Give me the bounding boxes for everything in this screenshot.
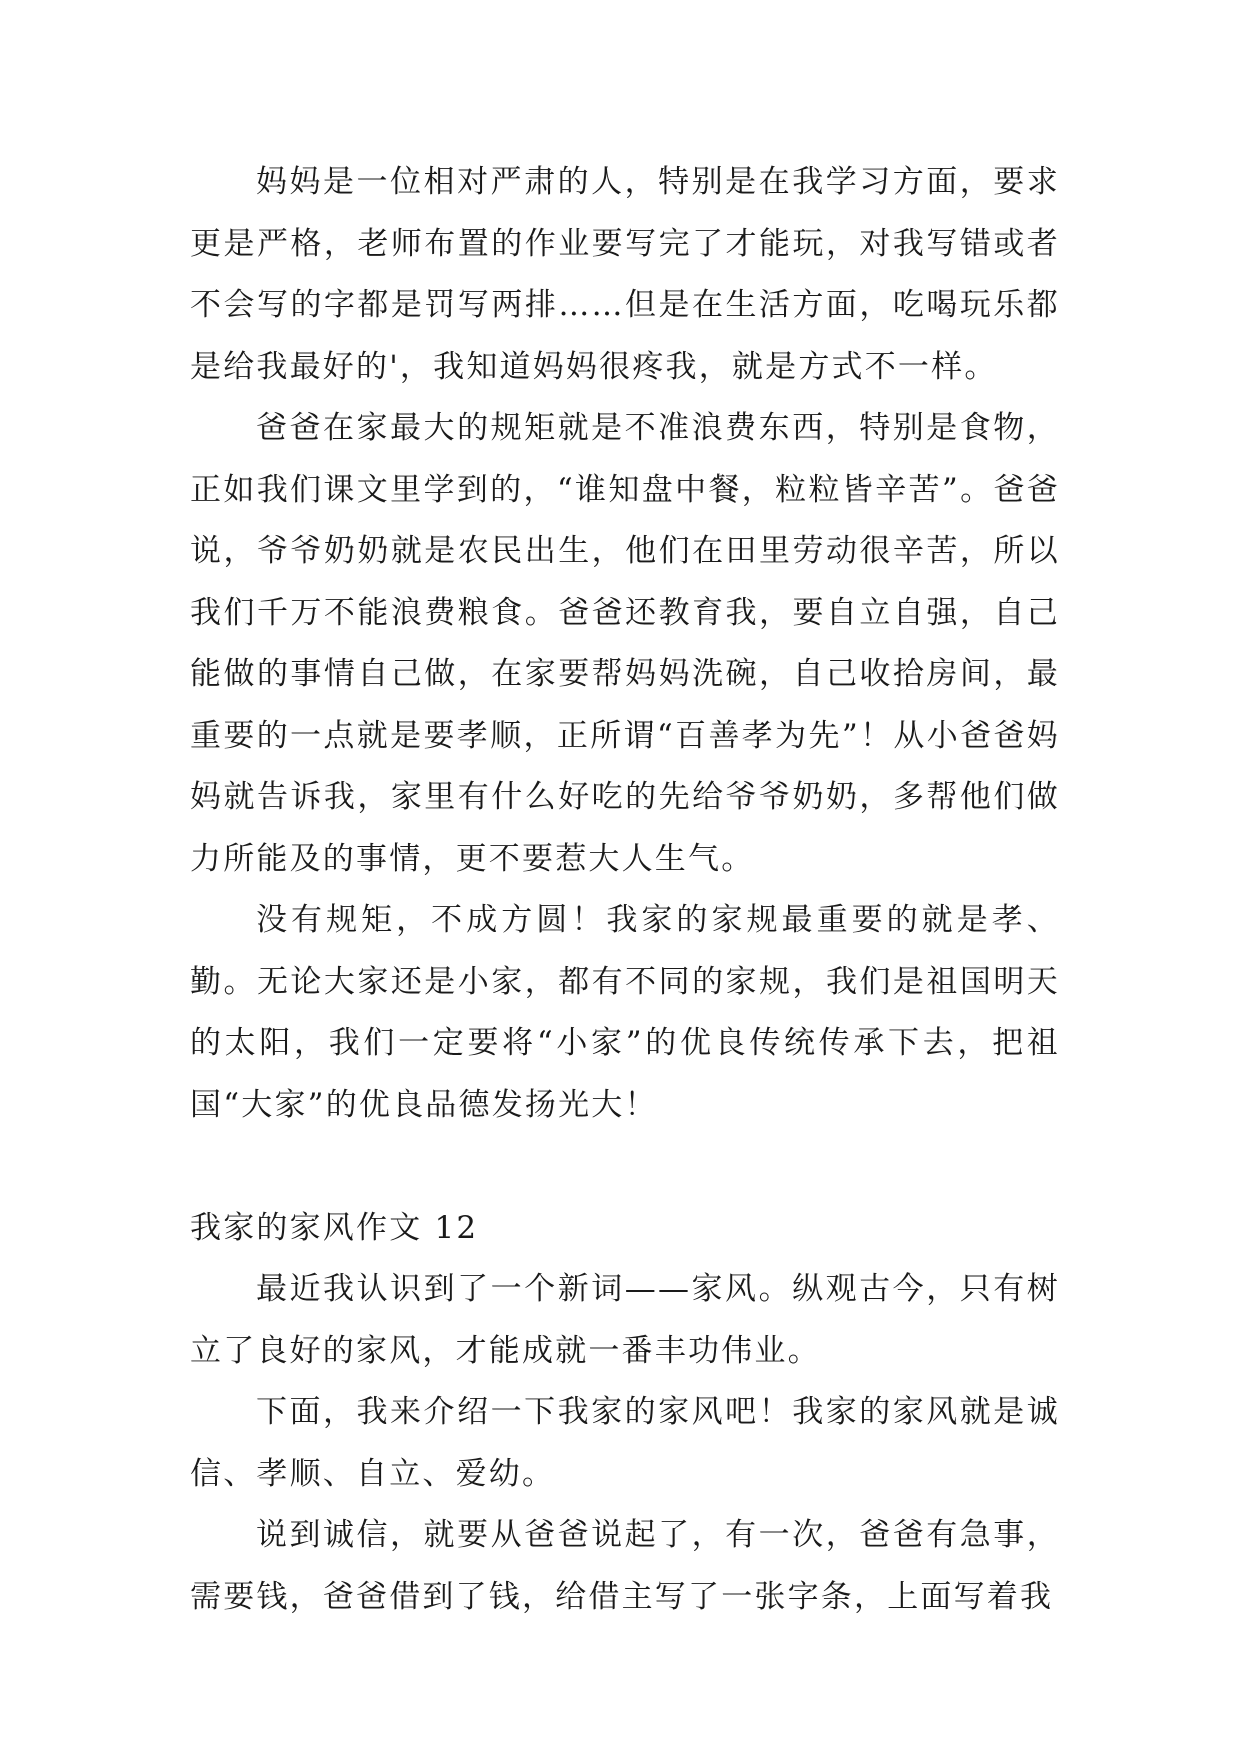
paragraph-honesty: 说到诚信，就要从爸爸说起了，有一次，爸爸有急事，需要钱，爸爸借到了钱，给借主写了一张字条，上面写着我: [190, 1517, 1060, 1615]
paragraph-rules-conclusion: 没有规矩，不成方圆！我家的家规最重要的就是孝、勤。无论大家还是小家，都有不同的家规，我们是祖国明天的太阳，我们一定要将“小家”的优良传统传承下去，把祖国“大家”的优良品德发扬光大！: [190, 902, 1060, 1123]
paragraph-new-word: 最近我认识到了一个新词——家风。纵观古今，只有树立了良好的家风，才能成就一番丰功伟业。: [190, 1271, 1060, 1369]
section-title: 我家的家风作文 12: [190, 1209, 479, 1246]
paragraph-mother: 妈妈是一位相对严肃的人，特别是在我学习方面，要求更是严格，老师布置的作业要写完了才能玩，对我写错或者不会写的字都是罚写两排……但是在生活方面，吃喝玩乐都是给我最好的'，我知道妈妈很疼我，就是方式不一样。: [190, 164, 1060, 385]
document-body: [190, 152, 1060, 1628]
paragraph-introduction: 下面，我来介绍一下我家的家风吧！我家的家风就是诚信、孝顺、自立、爱幼。: [190, 1394, 1060, 1492]
paragraph-father: 爸爸在家最大的规矩就是不准浪费东西，特别是食物，正如我们课文里学到的，“谁知盘中餐，粒粒皆辛苦”。爸爸说，爷爷奶奶就是农民出生，他们在田里劳动很辛苦，所以我们千万不能浪费粮食。爸爸还教育我，要自立自强，自己能做的事情自己做，在家要帮妈妈洗碗，自己收拾房间，最重要的一点就是要孝顺，正所谓“百善孝为先”！从小爸爸妈妈就告诉我，家里有什么好吃的先给爷爷奶奶，多帮他们做力所能及的事情，更不要惹大人生气。: [190, 410, 1060, 877]
